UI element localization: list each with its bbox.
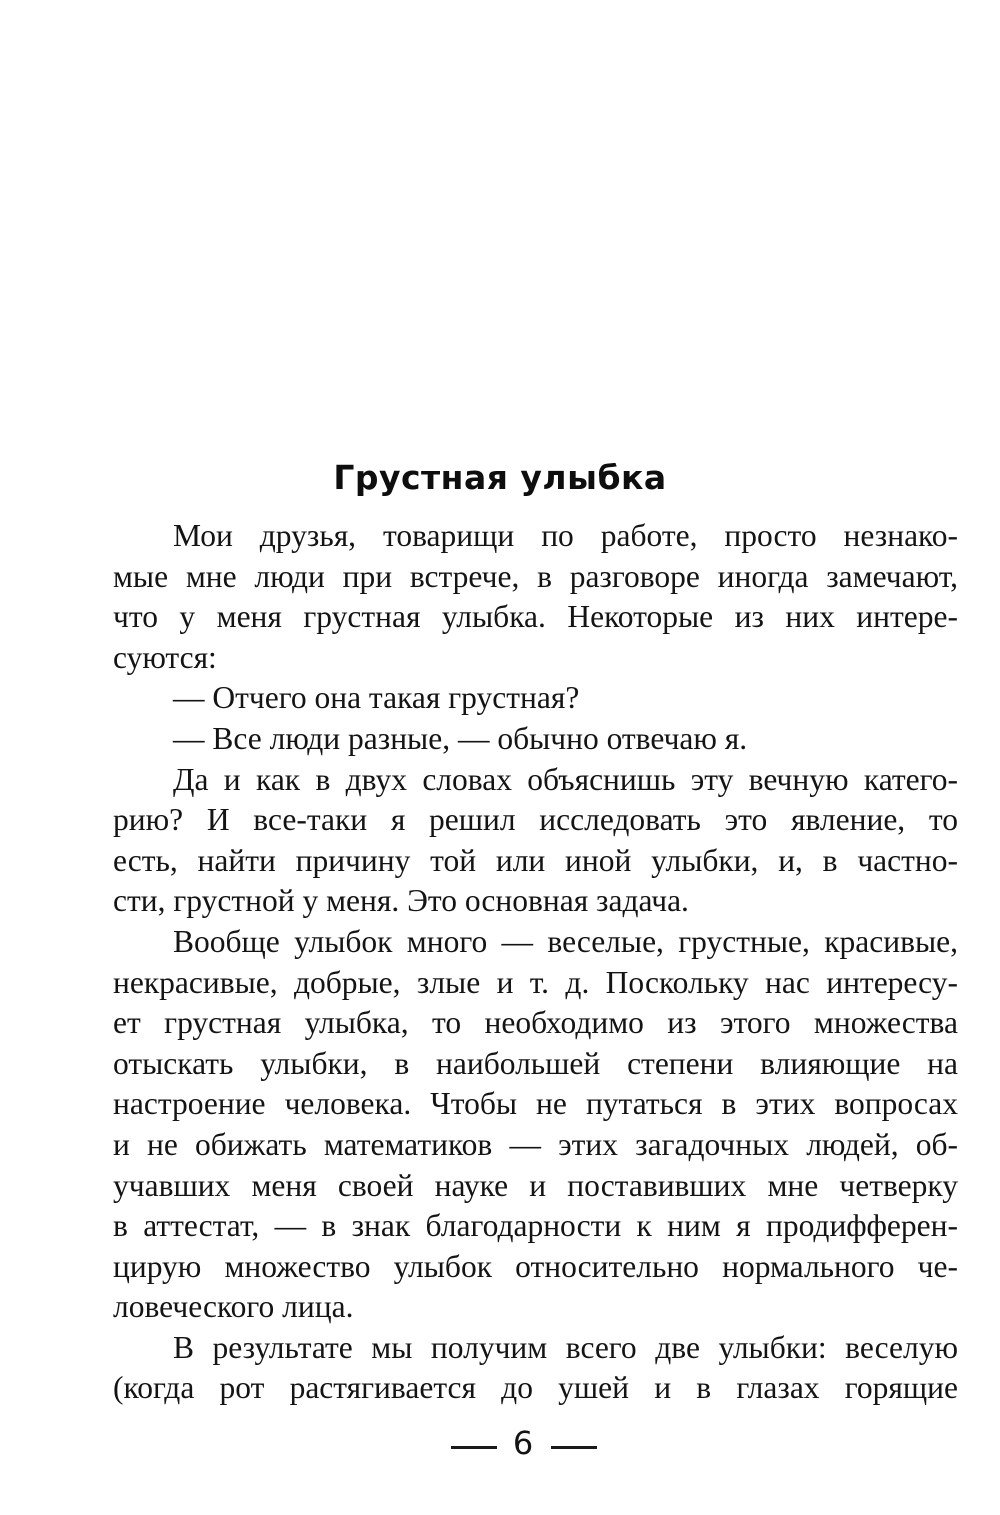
text-line: Да и как в двух словах объяснишь эту вечную катего- [173,761,958,797]
text-line: Мои друзья, товарищи по работе, просто незнако- [173,518,958,553]
text-line: — Все люди разные, — обычно отвечаю я. [173,720,748,756]
page-footer [0,1420,1000,1470]
text-line: в аттестат, — в знак благодарности к ним я продифферен- [113,1208,958,1244]
text-line: есть, найти причину той или иной улыбки, и, в частно- [113,842,958,878]
text-line: — Отчего она такая грустная? [173,680,580,716]
text-line: ловеческого лица. [113,1289,354,1325]
text-line: что у меня грустная улыбка. Некоторые из них интере- [113,599,958,635]
chapter-title: Грустная улыбка [333,458,667,498]
text-line: и не обижать математиков — этих загадочных людей, об- [113,1126,958,1162]
page-number: 6 [512,1424,534,1462]
text-line: сти, грустной у меня. Это основная задача. [113,883,689,919]
page-number-dash-right [551,1446,597,1449]
text-line: некрасивые, добрые, злые и т. д. Поскольку нас интересу- [113,964,958,1000]
page-number-dash-left [451,1446,497,1449]
text-line: учавших меня своей науке и поставивших мне четверку [113,1167,958,1203]
text-line: мые мне люди при встрече, в разговоре иногда замечают, [113,558,958,594]
text-line: цирую множество улыбок относительно нормального че- [113,1248,958,1284]
body-text [113,516,958,1409]
text-line: суются: [113,639,217,675]
text-line: настроение человека. Чтобы не путаться в этих вопросах [113,1086,958,1122]
text-line: ет грустная улыбка, то необходимо из этого множества [113,1005,958,1041]
text-line: рию? И все-таки я решил исследовать это явление, то [113,802,958,838]
text-line: Вообще улыбок много — веселые, грустные, красивые, [173,923,958,959]
text-line: (когда рот растягивается до ушей и в глазах горящие [113,1370,958,1406]
text-line: В результате мы получим всего две улыбки: веселую [173,1329,958,1365]
text-line: отыскать улыбки, в наибольшей степени влияющие на [113,1045,958,1081]
